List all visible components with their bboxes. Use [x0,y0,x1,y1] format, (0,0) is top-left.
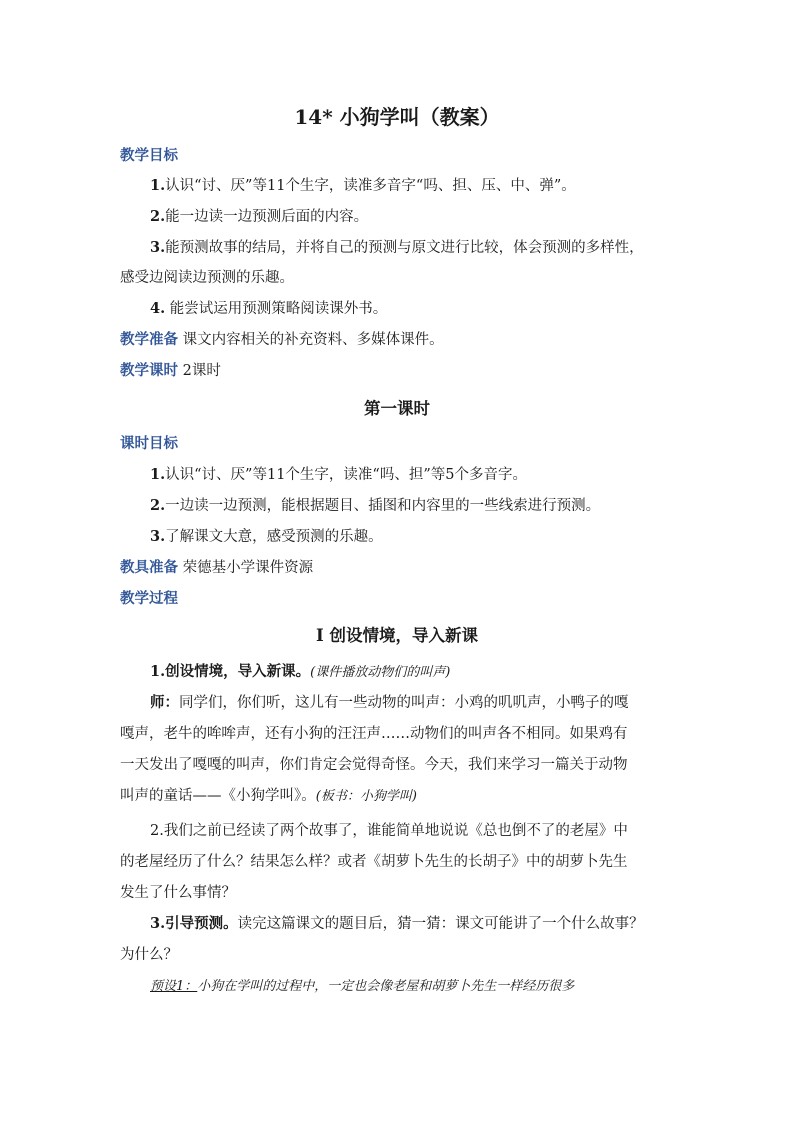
goal-item-4 [150,299,387,319]
prep-label: 教学准备 [120,331,178,348]
goal-num: 1. [150,177,166,194]
lesson-goal-1 [150,465,527,485]
goal-num: 3. [150,239,166,256]
goal-text: 认识“讨、厌”等11个生字，读准多音字“吗、担、压、中、弹”。 [165,178,576,194]
goal-text: 认识“讨、厌”等11个生字，读准“吗、担”等5个多音字。 [165,467,527,483]
goal-text: 了解课文大意，感受预测的乐趣。 [165,529,383,545]
lesson-goals-label: 课时目标 [120,435,178,452]
goals-label: 教学目标 [120,147,178,164]
preset-text: 小狗在学叫的过程中，一定也会像老屋和胡萝卜先生一样经历很多 [197,979,575,994]
teacher-text: 叫声的童话——《小狗学叫》。 [120,788,316,804]
hours-label: 教学课时 [120,362,178,379]
goal-num: 2. [150,208,166,225]
goal-text: 能预测故事的结局，并将自己的预测与原文进行比较，体会预测的多样性， [165,240,644,256]
step2-line-1: 2.我们之前已经读了两个故事了，谁能简单地说说《总也倒不了的老屋》中 [150,823,628,839]
step2-line-2: 的老屋经历了什么？结果怎么样？或者《胡萝卜先生的长胡子》中的胡萝卜先生 [120,854,628,870]
step3-line-2: 为什么？ [120,947,178,963]
document-title: 14* 小狗学叫（教案） [294,105,500,129]
process-label: 教学过程 [120,590,178,607]
lesson1-heading: 第一课时 [364,399,430,418]
goal-item-1 [150,176,576,196]
prep-line [120,330,444,350]
part1-heading: Ⅰ 创设情境，导入新课 [316,626,478,645]
teacher-line-2: 嘎声，老牛的哞哞声，还有小狗的汪汪声……动物们的叫声各不相同。如果鸡有 [120,726,628,742]
goal-num: 3. [150,528,166,545]
lesson-goal-3 [150,527,383,547]
step1-note: (课件播放动物们的叫声) [310,665,451,680]
teacher-text: 同学们，你们听，这儿有一些动物的叫声：小鸡的叽叽声，小鸭子的嘎 [179,695,629,711]
teacher-line-1 [150,693,629,713]
goal-item-3-cont: 感受边阅读边预测的乐趣。 [120,270,294,286]
goal-text: 能一边读一边预测后面的内容。 [165,209,369,225]
step3-text: 读完这篇课文的题目后，猜一猜：课文可能讲了一个什么故事？ [237,916,644,932]
step2-line-3: 发生了什么事情？ [120,885,236,901]
goal-num: 1. [150,466,166,483]
goal-item-2 [150,207,368,227]
goal-num: 4. [150,300,166,317]
goal-text: 一边读一边预测，能根据题目、插图和内容里的一些线索进行预测。 [165,498,601,514]
tools-text: 荣德基小学课件资源 [182,560,314,576]
teacher-label: 师： [150,694,179,711]
tools-label: 教具准备 [120,559,178,576]
prep-text: 课文内容相关的补充资料、多媒体课件。 [182,332,444,348]
goal-num: 2. [150,497,166,514]
preset-line [150,976,574,997]
hours-line [120,361,221,381]
lesson-goal-2 [150,496,600,516]
tools-line [120,558,313,578]
goal-text: 能尝试运用预测策略阅读课外书。 [165,301,388,317]
hours-text: 2课时 [182,363,221,379]
teacher-line-4 [120,786,417,807]
board-note: (板书：小狗学叫) [315,789,417,804]
step3-title: 3.引导预测。 [150,915,238,932]
step3-line-1 [150,914,644,934]
preset-label: 预设1： [150,979,198,994]
goal-item-3 [150,238,644,258]
step1-title: 1.创设情境，导入新课。 [150,663,311,680]
teacher-line-3: 一天发出了嘎嘎的叫声，你们肯定会觉得奇怪。今天，我们来学习一篇关于动物 [120,757,628,773]
step1-line [150,662,450,683]
